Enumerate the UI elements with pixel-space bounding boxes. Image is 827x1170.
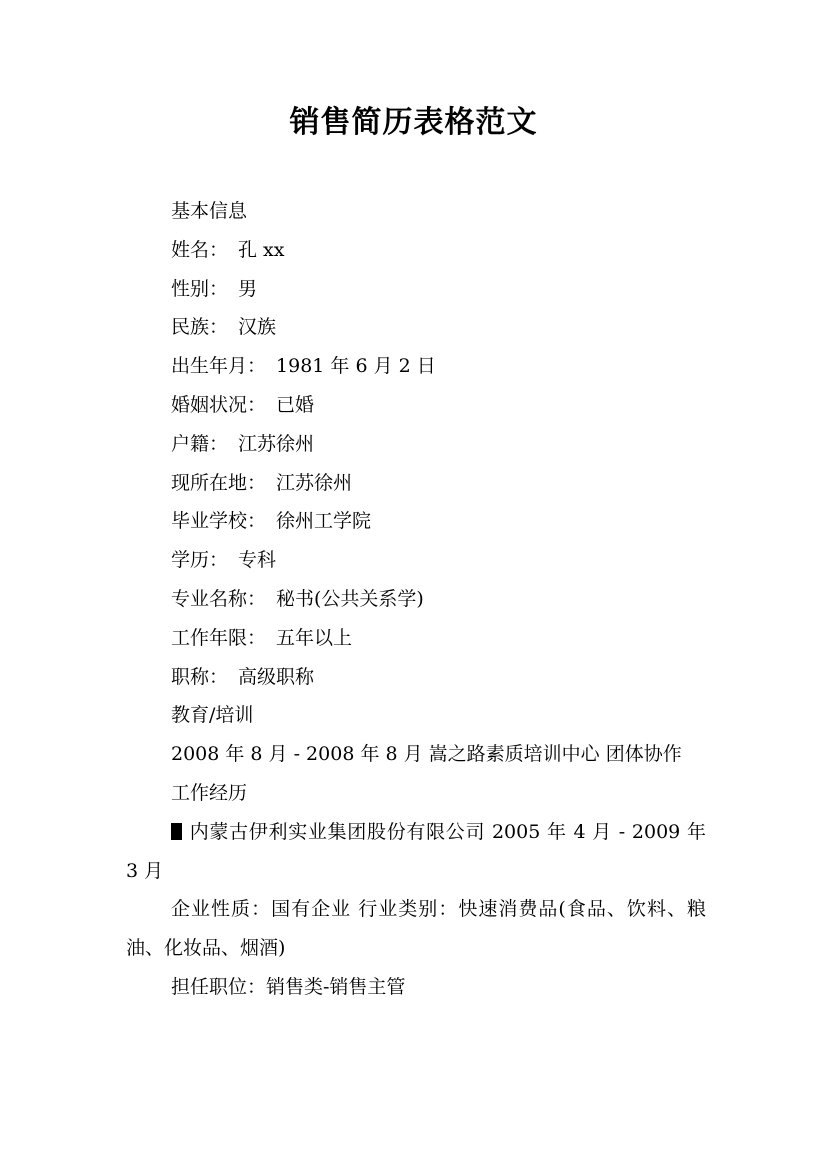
field-value: 汉族 (238, 316, 277, 339)
field-work-years (126, 619, 706, 658)
field-label: 专业名称： (171, 587, 267, 610)
position: 担任职位：销售类-销售主管 (171, 975, 406, 998)
document-title: 销售简历表格范文 (289, 105, 538, 140)
field-value: 孔 xx (238, 238, 285, 261)
field-major (126, 580, 706, 619)
field-value: 男 (238, 277, 258, 300)
document-body (126, 192, 706, 1007)
field-professional-title (126, 658, 706, 697)
field-school (126, 502, 706, 541)
field-label: 婚姻状况： (171, 393, 267, 416)
basic-info-heading: 基本信息 (171, 200, 248, 222)
education-entry: 2008 年 8 月 - 2008 年 8 月 嵩之路素质培训中心 团体协作 (171, 743, 682, 766)
field-label: 民族： (171, 316, 229, 339)
square-bullet-icon (171, 823, 182, 840)
work-entry (126, 813, 706, 891)
field-gender (126, 270, 706, 309)
field-label: 现所在地： (171, 471, 267, 494)
field-ethnicity (126, 308, 706, 347)
field-value: 1981 年 6 月 2 日 (276, 355, 436, 378)
field-value: 徐州工学院 (276, 510, 372, 533)
field-birth-date (126, 347, 706, 386)
field-value: 已婚 (276, 393, 315, 416)
field-marital-status (126, 386, 706, 425)
field-label: 职称： (171, 665, 229, 688)
field-name (126, 231, 706, 270)
field-household-registration (126, 425, 706, 464)
work-heading: 工作经历 (171, 781, 248, 804)
work-entry-text: 内蒙古伊利实业集团股份有限公司 2005 年 4 月 - 2009 年 3 月 (126, 820, 706, 882)
field-value: 五年以上 (276, 626, 353, 649)
field-label: 出生年月： (171, 355, 267, 378)
field-value: 高级职称 (238, 665, 315, 688)
field-label: 姓名： (171, 238, 229, 261)
field-current-location (126, 464, 706, 503)
field-education-level (126, 541, 706, 580)
field-value: 江苏徐州 (276, 471, 353, 494)
field-label: 性别： (171, 277, 229, 300)
field-label: 工作年限： (171, 626, 267, 649)
field-label: 毕业学校： (171, 510, 267, 533)
field-value: 专科 (238, 549, 277, 572)
field-value: 秘书(公共关系学) (276, 587, 424, 610)
field-label: 学历： (171, 549, 229, 572)
field-value: 江苏徐州 (238, 432, 315, 455)
education-heading: 教育/培训 (171, 704, 254, 727)
field-label: 户籍： (171, 432, 229, 455)
company-info: 企业性质：国有企业 行业类别：快速消费品(食品、饮料、粮油、化妆品、烟酒) (126, 898, 706, 960)
